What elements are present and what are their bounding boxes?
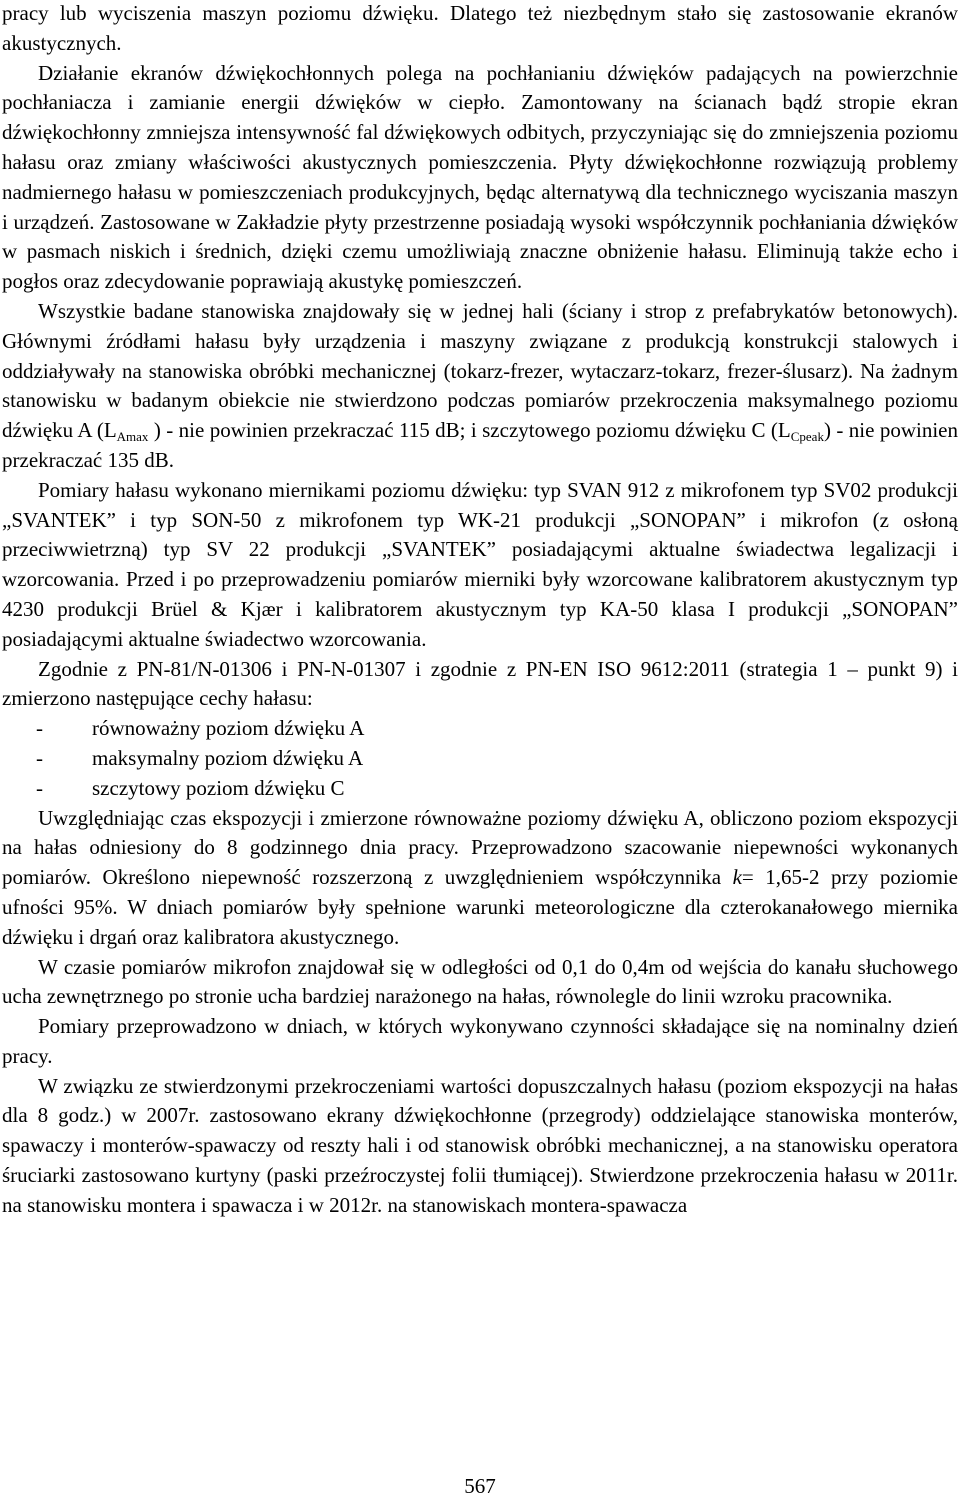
list-dash: - (36, 775, 43, 800)
paragraph-3-part-a: Wszystkie badane stanowiska znajdowały się w jednej hali (ściany i strop z prefabrykatów betonowych). Głównymi źródłami hałasu były urządzenia i maszyny związane z produkcją konstrukcji stalowych i oddziaływały na stanowiska obróbki mechanicznej (tokarz-frezer, wytaczarz-tokarz, frezer-ślusarz). Na żadnym stanowisku w badanym obiekcie nie stwierdzono podczas pomiarów przekroczenia maksymalnego poziomu dźwięku A (L (2, 298, 958, 443)
paragraph-9: W związku ze stwierdzonymi przekroczeniami wartości dopuszczalnych hałasu (poziom ekspozycji na hałas dla 8 godz.) w 2007r. zastosowano ekrany dźwiękochłonne (przegrody) oddzielające stanowiska monterów, spawaczy i monterów-spawaczy od reszty hali i od stanowisk obróbki mechanicznej, a na stanowisku operatora śruciarki zastosowano kurtyny (paski przeźroczystej folii tłumiącej). Stwierdzone przekroczenia hałasu w 2011r. na stanowisku montera i spawacza i w 2012r. na stanowiskach montera-spawacza (2, 1073, 958, 1217)
list-item-text: maksymalny poziom dźwięku A (92, 745, 364, 770)
page-number: 567 (464, 1474, 496, 1498)
list-item (2, 774, 958, 804)
noise-features-list (2, 714, 958, 803)
paragraph-6-part-a: Uwzględniając czas ekspozycji i zmierzone równoważne poziomy dźwięku A, obliczono poziom ekspozycji na hałas odniesiony do 8 godzinnego dnia pracy. Przeprowadzono szacowanie niepewności wykonanych pomiarów. Określono niepewność rozszerzoną z uwzględnieniem współczynnika (2, 805, 958, 890)
list-item-text: równoważny poziom dźwięku A (92, 716, 365, 741)
paragraph-3 (2, 297, 958, 476)
paragraph-3-part-c: ) - nie powinien przekraczać 135 dB. (2, 418, 959, 472)
body-text (2, 0, 958, 1221)
list-dash: - (36, 745, 43, 770)
paragraph-5: Zgodnie z PN-81/N-01306 i PN-N-01307 i zgodnie z PN-EN ISO 9612:2011 (strategia 1 – punkt 9) i zmierzono następujące cechy hałasu: (2, 656, 958, 711)
paragraph-6-part-b: = 1,65-2 przy poziomie ufności 95%. W dniach pomiarów były spełnione warunki meteorologiczne dla czterokanałowego miernika dźwięku i drgań oraz kalibratora akustycznego. (2, 865, 959, 949)
coefficient-k: k (732, 865, 742, 890)
list-item (2, 744, 958, 774)
paragraph-2: Działanie ekranów dźwiękochłonnych polega na pochłanianiu dźwięków padających na powierzchnie pochłaniacza i zamianie energii dźwięków w ciepło. Zamontowany na ścianach bądź stropie ekran dźwiękochłonny zmniejsza intensywność fal dźwiękowych odbitych, przyczyniając się do zmniejszenia poziomu hałasu oraz zmiany właściwości akustycznych pomieszczenia. Płyty dźwiękochłonne rozwiązują problemy nadmiernego hałasu w pomieszczeniach produkcyjnych, będąc alternatywą dla technicznego wyciszania maszyn i urządzeń. Zastosowane w Zakładzie płyty przestrzenne posiadają wysoki współczynnik pochłaniania dźwięków w pasmach niskich i średnich, dzięki czemu umożliwiają znaczne obniżenie hałasu. Eliminują także echo i pogłos oraz zdecydowanie poprawiają akustykę pomieszczeń. (2, 60, 958, 294)
paragraph-1: pracy lub wyciszenia maszyn poziomu dźwięku. Dlatego też niezbędnym stało się zastosowanie ekranów akustycznych. (2, 1, 958, 55)
paragraph-6 (2, 804, 958, 953)
subscript-amax: Amax (116, 429, 149, 445)
list-item-text: szczytowy poziom dźwięku C (92, 775, 345, 800)
list-dash: - (36, 716, 43, 741)
paragraph-8: Pomiary przeprowadzono w dniach, w których wykonywano czynności składające się na nominalny dzień pracy. (2, 1014, 958, 1068)
list-item (2, 714, 958, 744)
paragraph-4: Pomiary hałasu wykonano miernikami poziomu dźwięku: typ SVAN 912 z mikrofonem typ SV02 produkcji „SVANTEK” i typ SON-50 z mikrofonem typ WK-21 produkcji „SONOPAN” i mikrofon (z osłoną przeciwwietrzną) typ SV 22 produkcji „SVANTEK” posiadającymi aktualne świadectwa legalizacji i wzorcowania. Przed i po przeprowadzeniu pomiarów mierniki były wzorcowane kalibratorem akustycznym typ 4230 produkcji Brüel & Kjær i kalibratorem akustycznym typ KA-50 klasa I produkcji „SONOPAN” posiadającymi aktualne świadectwo wzorcowania. (2, 477, 958, 651)
paragraph-3-part-b: ) - nie powinien przekraczać 115 dB; i szczytowego poziomu dźwięku C (L (148, 418, 791, 443)
paragraph-7: W czasie pomiarów mikrofon znajdował się w odległości od 0,1 do 0,4m od wejścia do kanału słuchowego ucha zewnętrznego po stronie ucha bardziej narażonego na hałas, równolegle do linii wzroku pracownika. (2, 954, 958, 1009)
subscript-cpeak: Cpeak (790, 429, 824, 445)
